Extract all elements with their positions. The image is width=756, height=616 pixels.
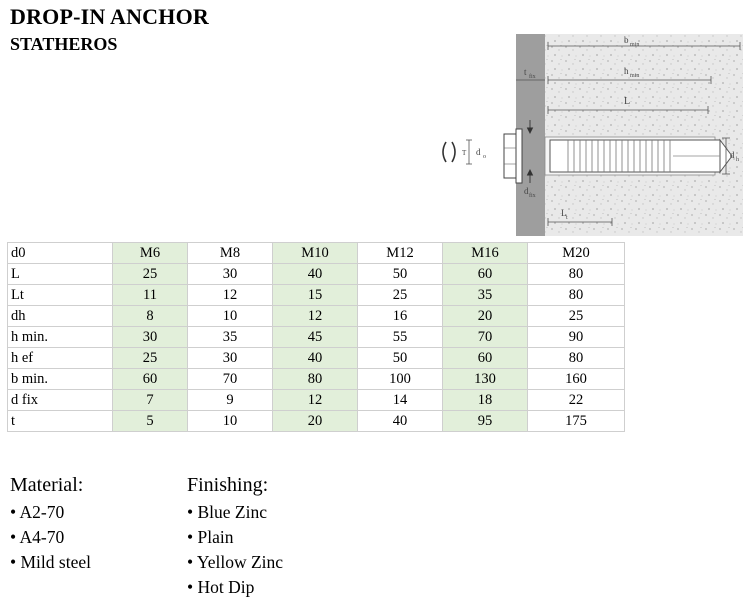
table-cell: d0 bbox=[8, 243, 113, 264]
table-cell: L bbox=[8, 264, 113, 285]
table-cell: dh bbox=[8, 306, 113, 327]
table-cell: 100 bbox=[358, 369, 443, 390]
svg-text:min: min bbox=[630, 42, 640, 48]
table-cell: 175 bbox=[528, 411, 625, 432]
finishing-heading: Finishing: bbox=[187, 474, 269, 496]
table-cell: M6 bbox=[113, 243, 188, 264]
table-cell: 80 bbox=[528, 264, 625, 285]
table-cell: 25 bbox=[528, 306, 625, 327]
d-o-label: d bbox=[476, 147, 481, 157]
table-cell: 25 bbox=[113, 264, 188, 285]
table-row bbox=[8, 306, 625, 327]
table-cell: d fix bbox=[8, 390, 113, 411]
table-cell: Lt bbox=[8, 285, 113, 306]
table-row bbox=[8, 264, 625, 285]
table-cell: 20 bbox=[443, 306, 528, 327]
table-cell: t bbox=[8, 411, 113, 432]
table-cell: 95 bbox=[443, 411, 528, 432]
table-row bbox=[8, 285, 625, 306]
table-cell: 11 bbox=[113, 285, 188, 306]
table-cell: 70 bbox=[188, 369, 273, 390]
list-item: • A2-70 bbox=[10, 502, 65, 522]
list-item: • Hot Dip bbox=[187, 577, 255, 597]
table-cell: 80 bbox=[528, 285, 625, 306]
table-cell: 90 bbox=[528, 327, 625, 348]
table-cell: 160 bbox=[528, 369, 625, 390]
svg-text:min: min bbox=[630, 73, 640, 79]
h-min-label: h bbox=[624, 66, 629, 76]
list-item: • Mild steel bbox=[10, 552, 91, 572]
t-fix-label: t bbox=[524, 67, 527, 77]
spec-table bbox=[7, 242, 625, 432]
table-cell: 45 bbox=[273, 327, 358, 348]
d-fix-label: d bbox=[524, 186, 529, 196]
finishing-list bbox=[187, 474, 283, 600]
table-cell: 14 bbox=[358, 390, 443, 411]
table-cell: 10 bbox=[188, 411, 273, 432]
table-row bbox=[8, 369, 625, 390]
table-cell: 40 bbox=[358, 411, 443, 432]
list-item: • Blue Zinc bbox=[187, 502, 267, 522]
material-list bbox=[10, 474, 91, 575]
table-cell: 12 bbox=[188, 285, 273, 306]
page-title: DROP-IN ANCHOR bbox=[10, 4, 209, 29]
table-cell: 12 bbox=[273, 390, 358, 411]
table-cell: 80 bbox=[528, 348, 625, 369]
table-cell: M20 bbox=[528, 243, 625, 264]
table-cell: 25 bbox=[113, 348, 188, 369]
table-cell: 18 bbox=[443, 390, 528, 411]
svg-text:t: t bbox=[566, 215, 568, 221]
table-cell: 130 bbox=[443, 369, 528, 390]
table-cell: 40 bbox=[273, 348, 358, 369]
table-cell: 22 bbox=[528, 390, 625, 411]
table-cell: M16 bbox=[443, 243, 528, 264]
svg-text:fix: fix bbox=[529, 74, 536, 80]
svg-text:o: o bbox=[483, 154, 486, 160]
table-cell: 70 bbox=[443, 327, 528, 348]
concrete-base bbox=[545, 34, 743, 236]
table-cell: 55 bbox=[358, 327, 443, 348]
hex-head-symbol bbox=[443, 142, 455, 162]
table-cell: 35 bbox=[443, 285, 528, 306]
svg-text:fix: fix bbox=[529, 193, 536, 199]
table-cell: 30 bbox=[113, 327, 188, 348]
L-label: L bbox=[624, 96, 631, 107]
table-cell: 20 bbox=[273, 411, 358, 432]
table-cell: h min. bbox=[8, 327, 113, 348]
table-row bbox=[8, 411, 625, 432]
table-cell: M8 bbox=[188, 243, 273, 264]
table-cell: M10 bbox=[273, 243, 358, 264]
table-cell: 9 bbox=[188, 390, 273, 411]
table-cell: M12 bbox=[358, 243, 443, 264]
table-cell: 50 bbox=[358, 348, 443, 369]
table-cell: 60 bbox=[443, 348, 528, 369]
table-cell: h ef bbox=[8, 348, 113, 369]
table-cell: 60 bbox=[113, 369, 188, 390]
b-min-label: b bbox=[624, 35, 629, 45]
bolt-head bbox=[504, 129, 522, 183]
material-heading: Material: bbox=[10, 474, 84, 496]
list-item: • Plain bbox=[187, 527, 234, 547]
svg-text:h: h bbox=[736, 157, 739, 163]
table-cell: 50 bbox=[358, 264, 443, 285]
table-cell: 30 bbox=[188, 348, 273, 369]
anchor-diagram bbox=[438, 30, 743, 238]
table-row bbox=[8, 327, 625, 348]
table-cell: 10 bbox=[188, 306, 273, 327]
list-item: • A4-70 bbox=[10, 527, 65, 547]
list-item: • Yellow Zinc bbox=[187, 552, 284, 572]
d-h-label: d bbox=[730, 150, 735, 160]
table-cell: 40 bbox=[273, 264, 358, 285]
table-cell: 25 bbox=[358, 285, 443, 306]
table-cell: b min. bbox=[8, 369, 113, 390]
anchor-body bbox=[550, 140, 732, 172]
torque-label: T bbox=[462, 149, 467, 157]
table-row bbox=[8, 348, 625, 369]
table-cell: 60 bbox=[443, 264, 528, 285]
table-header-row bbox=[8, 243, 625, 264]
page-subtitle: STATHEROS bbox=[10, 34, 118, 54]
table-cell: 15 bbox=[273, 285, 358, 306]
table-row bbox=[8, 390, 625, 411]
table-cell: 5 bbox=[113, 411, 188, 432]
table-cell: 30 bbox=[188, 264, 273, 285]
L-t-label: L bbox=[561, 208, 567, 218]
table-cell: 35 bbox=[188, 327, 273, 348]
table-cell: 8 bbox=[113, 306, 188, 327]
table-cell: 16 bbox=[358, 306, 443, 327]
table-cell: 12 bbox=[273, 306, 358, 327]
table-cell: 7 bbox=[113, 390, 188, 411]
table-cell: 80 bbox=[273, 369, 358, 390]
